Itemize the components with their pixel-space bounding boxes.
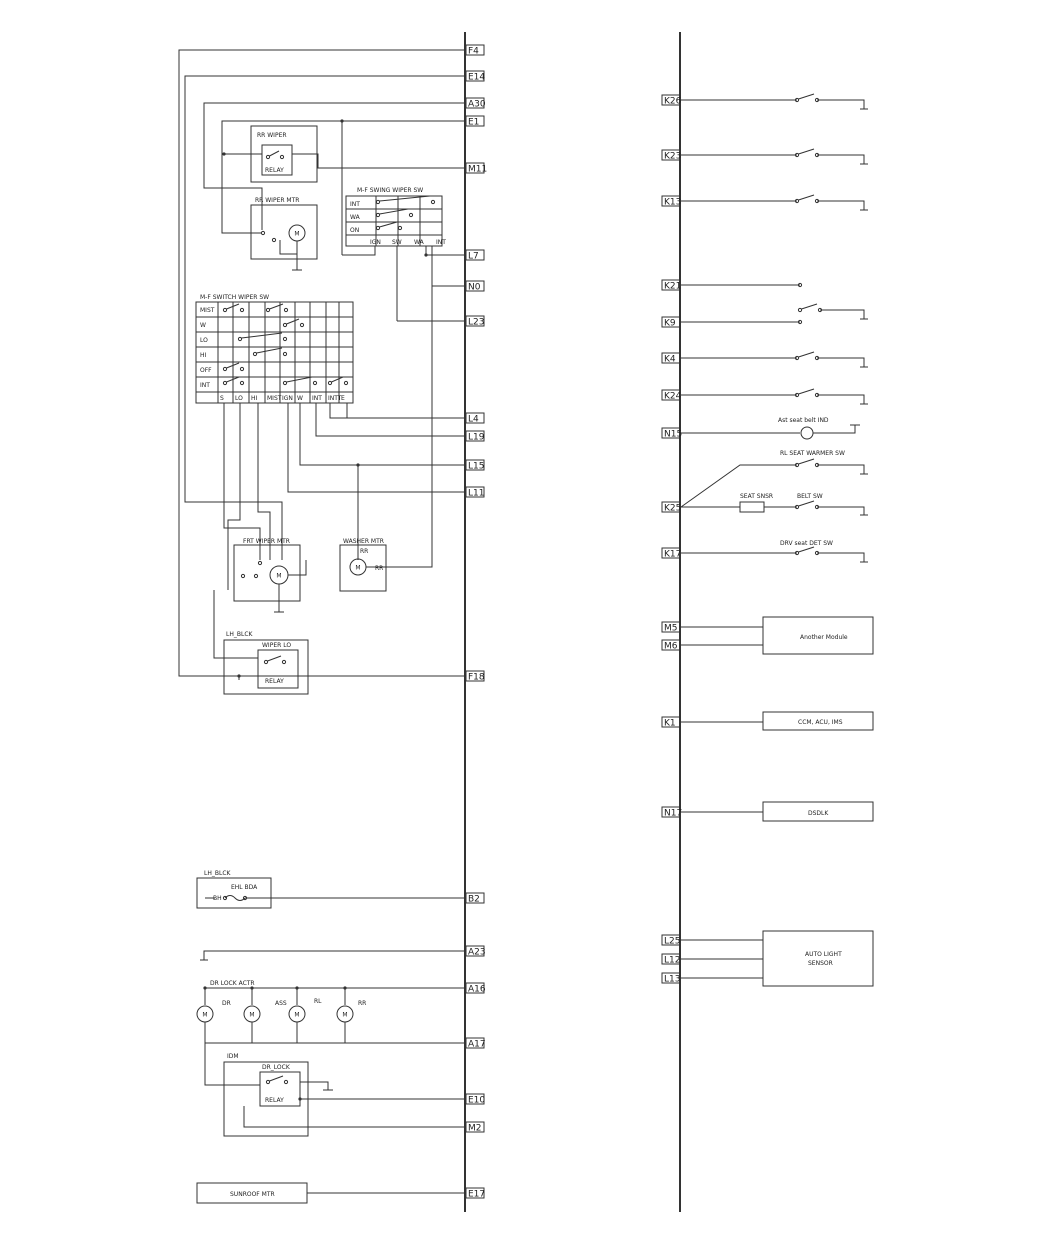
rr-mtr-contact — [272, 238, 275, 241]
switch-blade — [799, 547, 815, 552]
wire-E1 — [222, 121, 466, 182]
junction-dot — [356, 463, 359, 466]
rr-wiper-label: RR WIPER — [257, 132, 287, 139]
junction-dot — [340, 119, 343, 122]
wire-A30 — [204, 103, 466, 230]
wire — [813, 425, 855, 433]
switch-contact — [280, 155, 283, 158]
wire — [817, 507, 864, 515]
wire-L15 — [300, 403, 466, 465]
drv-seat-det-sw-label: DRV seat DET SW — [780, 540, 833, 547]
switch-contact — [223, 367, 226, 370]
wire — [817, 395, 864, 404]
wiper-lo-label: WIPER LO — [262, 642, 292, 649]
switch-contact — [240, 308, 243, 311]
pin-A23: A23 — [468, 947, 486, 958]
switch-blade — [287, 319, 300, 324]
washer-rr-label: RR — [375, 565, 384, 572]
lh-block-label: LH_BLCK — [226, 631, 253, 638]
switch-contact — [238, 337, 241, 340]
switch-contact — [240, 381, 243, 384]
switch-blade — [268, 656, 282, 661]
pin-N17: N17 — [664, 808, 683, 819]
dsdlk-label: DSDLK — [808, 810, 829, 817]
switch-blade — [332, 377, 344, 382]
switch-contact — [313, 381, 316, 384]
mf-switch-col-S: S — [220, 395, 224, 402]
pin-N0: N0 — [468, 282, 481, 293]
rr-wiper-mtr-box — [251, 205, 317, 259]
switch-blade — [799, 501, 815, 506]
wire — [820, 310, 864, 319]
pin-M6: M6 — [664, 641, 678, 652]
lh-block2-box — [197, 878, 271, 908]
wire — [300, 1082, 328, 1090]
pin-E10: E10 — [468, 1095, 486, 1106]
pin-K4: K4 — [664, 354, 676, 365]
switch-contact — [344, 381, 347, 384]
switch-contact — [431, 200, 434, 203]
mf-swing-col-WA: WA — [414, 239, 424, 246]
wire — [817, 358, 864, 367]
rr-mtr-contact — [261, 231, 264, 234]
pin-K23: K23 — [664, 151, 682, 162]
washer-fr-label: RR — [360, 548, 369, 555]
pin-K26: K26 — [664, 96, 682, 107]
mf-switch-col-E: E — [341, 395, 345, 402]
pin-L19: L19 — [468, 432, 485, 443]
switch-blade — [799, 389, 815, 394]
seat-sensor-box — [740, 502, 764, 512]
wire — [817, 155, 864, 164]
switch-contact — [223, 308, 226, 311]
mf-switch-col-HI: HI — [251, 395, 258, 402]
wire — [817, 553, 864, 562]
mf-swing-row-INT: INT — [350, 201, 360, 208]
auto-light-label-1: AUTO LIGHT — [805, 951, 842, 958]
mf-switch-col-IGN: IGN — [282, 395, 293, 402]
switch-contact — [284, 1080, 287, 1083]
pin-E14: E14 — [468, 72, 486, 83]
wire-L4 — [330, 403, 466, 418]
wire-lh-feed — [214, 590, 258, 658]
switch-contact — [240, 367, 243, 370]
mf-switch-row-W: W — [200, 322, 206, 329]
switch-contact — [283, 323, 286, 326]
switch-blade — [257, 348, 283, 353]
switch-blade — [799, 149, 815, 154]
switch-contact — [266, 155, 269, 158]
another-module-label: Another Module — [800, 634, 848, 641]
dr-lock-relay-text: RELAY — [265, 1097, 284, 1104]
wire-N0 — [432, 246, 466, 286]
wire-frt-S — [224, 403, 260, 560]
mf-swing-col-IGN: IGN — [370, 239, 381, 246]
switch-blade — [270, 1076, 284, 1081]
seat-sensor-label: SEAT SNSR — [740, 493, 774, 500]
pin-K25: K25 — [664, 503, 682, 514]
switch-contact — [283, 381, 286, 384]
mf-switch-row-INT: INT — [200, 382, 210, 389]
wire-K25-upper — [681, 465, 797, 507]
wire-L11 — [288, 403, 466, 492]
pin-B2: B2 — [468, 894, 480, 905]
mf-switch-col-W: W — [297, 395, 303, 402]
pin-A30: A30 — [468, 99, 486, 110]
switch-blade — [380, 222, 398, 227]
switch-blade — [799, 94, 815, 99]
pin-K9: K9 — [664, 318, 676, 329]
pin-L25: L25 — [664, 936, 681, 947]
wire-washer-N0 — [366, 286, 432, 567]
wire-E1-sw — [342, 246, 375, 255]
washer-mtr-label: WASHER MTR — [343, 538, 384, 545]
switch-contact — [253, 352, 256, 355]
junction-dot — [203, 986, 206, 989]
belt-sw-label: BELT SW — [797, 493, 823, 500]
pin-K21: K21 — [664, 281, 682, 292]
junction-dot — [295, 986, 298, 989]
ehl-bh-text: BH — [213, 895, 222, 902]
pin-N15: N15 — [664, 429, 683, 440]
switch-blade — [802, 304, 818, 309]
pin-K17: K17 — [664, 549, 682, 560]
switch-contact — [798, 308, 801, 311]
wire-rr-mtr — [222, 182, 262, 233]
wire-frt-out — [288, 560, 306, 575]
switch-blade — [380, 196, 431, 201]
frt-contact — [258, 561, 261, 564]
rl-seat-warmer-sw-label: RL SEAT WARMER SW — [780, 450, 845, 457]
actr-ass-label: ASS — [275, 1000, 287, 1007]
switch-blade — [270, 151, 280, 156]
pin-E17: E17 — [468, 1189, 486, 1200]
pin-K1: K1 — [664, 718, 676, 729]
pin-E1: E1 — [468, 117, 480, 128]
frt-contact — [241, 574, 244, 577]
mf-switch-col-INTT: INTT — [328, 395, 342, 402]
switch-contact — [223, 381, 226, 384]
mf-switch-row-LO: LO — [200, 337, 208, 344]
switch-blade — [799, 459, 815, 464]
switch-contact — [409, 213, 412, 216]
pin-L11: L11 — [468, 488, 485, 499]
dr-lock-actr-label: DR LOCK ACTR — [210, 980, 255, 987]
switch-blade — [287, 377, 313, 382]
junction-dot — [237, 674, 240, 677]
ccm-acu-ims-label: CCM, ACU, IMS — [798, 719, 843, 726]
switch-contact — [398, 226, 401, 229]
sunroof-mtr-label: SUNROOF MTR — [230, 1191, 275, 1198]
motor-m-label: M — [294, 1011, 300, 1019]
mf-switch-col-LO: LO — [235, 395, 243, 402]
switch-contact — [328, 381, 331, 384]
pin-L15: L15 — [468, 461, 485, 472]
motor-m-label: M — [276, 572, 282, 580]
switch-contact — [376, 200, 379, 203]
pin-L13: L13 — [664, 974, 681, 985]
junction-dot — [424, 253, 427, 256]
mf-switch-col-MIST: MIST — [267, 395, 282, 402]
dr-lock-label: DR_LOCK — [262, 1064, 290, 1071]
mf-switch-row-HI: HI — [200, 352, 207, 359]
frt-wiper-mtr-label: FRT WIPER MTR — [243, 538, 290, 545]
motor-m-label: M — [355, 564, 361, 572]
ast-seat-belt-ind-label: Ast seat belt IND — [778, 417, 829, 424]
mf-swing-col-INT: INT — [436, 239, 446, 246]
actr-rr-label: RR — [358, 1000, 367, 1007]
ehl-bda-label: EHL BDA — [231, 884, 258, 891]
mf-swing-row-WA: WA — [350, 214, 360, 221]
pin-F4: F4 — [468, 46, 479, 57]
switch-contact — [266, 1080, 269, 1083]
frt-contact — [254, 574, 257, 577]
wire-rr-mtr-return — [280, 240, 297, 254]
switch-blade — [380, 209, 409, 214]
pin-A17: A17 — [468, 1039, 486, 1050]
pin-M11: M11 — [468, 164, 488, 175]
mf-swing-wiper-sw-label: M-F SWING WIPER SW — [357, 187, 424, 194]
pin-F18: F18 — [468, 672, 485, 683]
pin-A16: A16 — [468, 984, 486, 995]
wire-L19 — [316, 403, 466, 436]
pin-L12: L12 — [664, 955, 681, 966]
switch-blade — [242, 333, 283, 338]
auto-light-sensor-box — [763, 931, 873, 986]
pin-L23: L23 — [468, 317, 485, 328]
switch-contact — [283, 337, 286, 340]
mf-swing-col-SW: SW — [392, 239, 402, 246]
actr-dr-label: DR — [222, 1000, 231, 1007]
motor-m-label: M — [202, 1011, 208, 1019]
switch-contact — [266, 308, 269, 311]
pin-K13: K13 — [664, 197, 682, 208]
motor-m-label: M — [342, 1011, 348, 1019]
auto-light-label-2: SENSOR — [808, 960, 833, 967]
wire — [817, 100, 864, 109]
junction-dot — [222, 152, 225, 155]
mf-swing-row-ON: ON — [350, 227, 360, 234]
switch-blade — [799, 352, 815, 357]
switch-contact — [284, 308, 287, 311]
pin-L7: L7 — [468, 251, 479, 262]
mf-switch-col-INT: INT — [312, 395, 322, 402]
frt-wiper-mtr-box — [234, 545, 300, 601]
pin-L4: L4 — [468, 414, 479, 425]
wire-M11 — [292, 154, 466, 168]
pin-M2: M2 — [468, 1123, 482, 1134]
mf-switch-row-MIST: MIST — [200, 307, 215, 314]
motor-m-label: M — [294, 230, 300, 238]
motor-m-label: M — [249, 1011, 255, 1019]
junction-dot — [343, 986, 346, 989]
wire-M2 — [244, 1106, 466, 1127]
idm-label: IDM — [227, 1053, 239, 1060]
wire-A23 — [204, 951, 466, 960]
rr-wiper-relay-text: RELAY — [265, 167, 284, 174]
lh-block2-label: LH_BLCK — [204, 870, 231, 877]
seat-belt-ind-lamp — [801, 427, 813, 439]
wiper-lo-relay-text: RELAY — [265, 678, 284, 685]
switch-contact — [283, 352, 286, 355]
pin-K24: K24 — [664, 391, 682, 402]
switch-blade — [799, 195, 815, 200]
mf-switch-wiper-sw-label: M-F SWITCH WIPER SW — [200, 294, 270, 301]
switch-contact — [282, 660, 285, 663]
wire — [817, 465, 864, 474]
mf-switch-row-OFF: OFF — [200, 367, 212, 374]
wire — [817, 201, 864, 210]
actr-rl-label: RL — [314, 998, 322, 1005]
rr-wiper-mtr-label: RR WIPER MTR — [255, 197, 300, 204]
pin-M5: M5 — [664, 623, 678, 634]
switch-blade — [270, 304, 284, 309]
switch-contact — [376, 213, 379, 216]
junction-dot — [298, 1097, 301, 1100]
fuse-icon — [225, 896, 245, 901]
switch-contact — [264, 660, 267, 663]
switch-contact — [376, 226, 379, 229]
switch-contact — [300, 323, 303, 326]
